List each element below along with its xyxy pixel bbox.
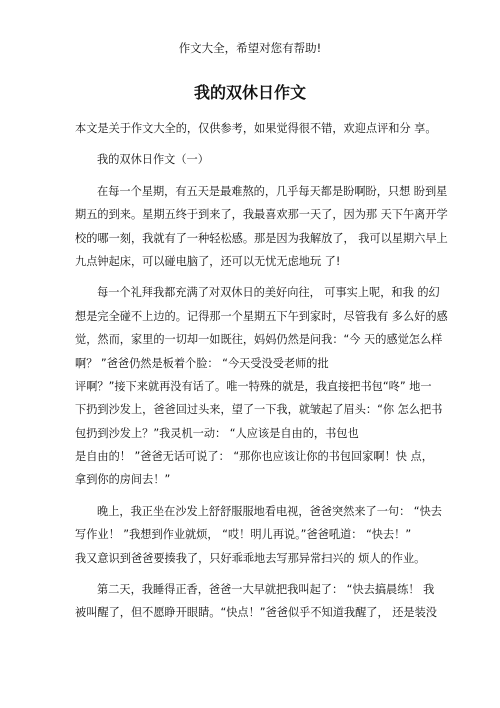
- text-line: 评啊？”接下来就再没有话了。唯一特殊的就是，我直接把书包“咚” 地一: [75, 379, 432, 393]
- text-line: 写作业！ ”我想到作业就烦， “哎！明儿再说。”爸爸吼道： “快去！”: [75, 528, 412, 542]
- text-line: 想是完全碰不上边的。记得那一个星期五下午到家时，尽管我有 多么好的感: [75, 309, 448, 323]
- text-line: 觉，然而，家里的一切却一如既往，妈妈仍然是问我：“今 天的感觉怎么样: [75, 333, 443, 347]
- header-note: 作文大全，希望对您有帮助!: [178, 41, 322, 55]
- paragraph-3: [75, 500, 445, 570]
- text-line: 是自由的！ ”爸爸无话可说了： “那你也应该让你的书包回家啊！快 点，: [75, 450, 433, 464]
- document-title: 我的双休日作文: [193, 83, 306, 102]
- paragraph-1: [75, 180, 448, 274]
- text-line: 啊？ ”爸爸仍然是板着个脸： “今天受没受老师的批: [75, 356, 329, 370]
- text-line: 被叫醒了，但不愿睁开眼睛。“快点！”爸爸似乎不知道我醒了， 还是装没: [75, 606, 437, 620]
- text-line: 校的哪一刻，我就有了一种轻松感。那是因为我解放了， 我可以星期六早上: [75, 231, 448, 245]
- document-body: [75, 117, 448, 625]
- paragraph-4: [75, 578, 445, 625]
- paragraph-2: [75, 281, 448, 492]
- intro-text: 本文是关于作文大全的，仅供参考，如果觉得很不错，欢迎点评和分 享。: [75, 122, 437, 135]
- text-line: 我又意识到爸爸要揍我了，只好乖乖地去写那异常扫兴的 烦人的作业。: [75, 551, 426, 565]
- text-line: 包扔到沙发上？”我灵机一动： “人应该是自由的，书包也: [75, 426, 359, 440]
- section-heading: 我的双休日作文（一）: [97, 153, 209, 167]
- text-line: 晚上，我正坐在沙发上舒舒服服地看电视，爸爸突然来了一句： “快去: [97, 504, 442, 518]
- text-line: 第二天，我睡得正香，爸爸一大早就把我叫起了： “快去搞晨练！ 我: [97, 583, 435, 597]
- text-line: 拿到你的房间去！”: [75, 473, 171, 487]
- text-line: 九点钟起床，可以碰电脑了，还可以无忧无虑地玩 了!: [75, 254, 341, 268]
- text-line: 每一个礼拜我都充满了对双休日的美好向往， 可事实上呢，和我 的幻: [97, 286, 440, 300]
- text-line: 在每一个星期，有五天是最难熬的，几乎每天都是盼啊盼，只想 盼到星: [97, 184, 448, 198]
- text-line: 期五的到来。星期五终于到来了，我最喜欢那一天了，因为那 天下午离开学: [75, 208, 448, 222]
- text-line: 下扔到沙发上，爸爸回过头来，望了一下我，就皱起了眉头：“你 怎么把书: [75, 403, 443, 417]
